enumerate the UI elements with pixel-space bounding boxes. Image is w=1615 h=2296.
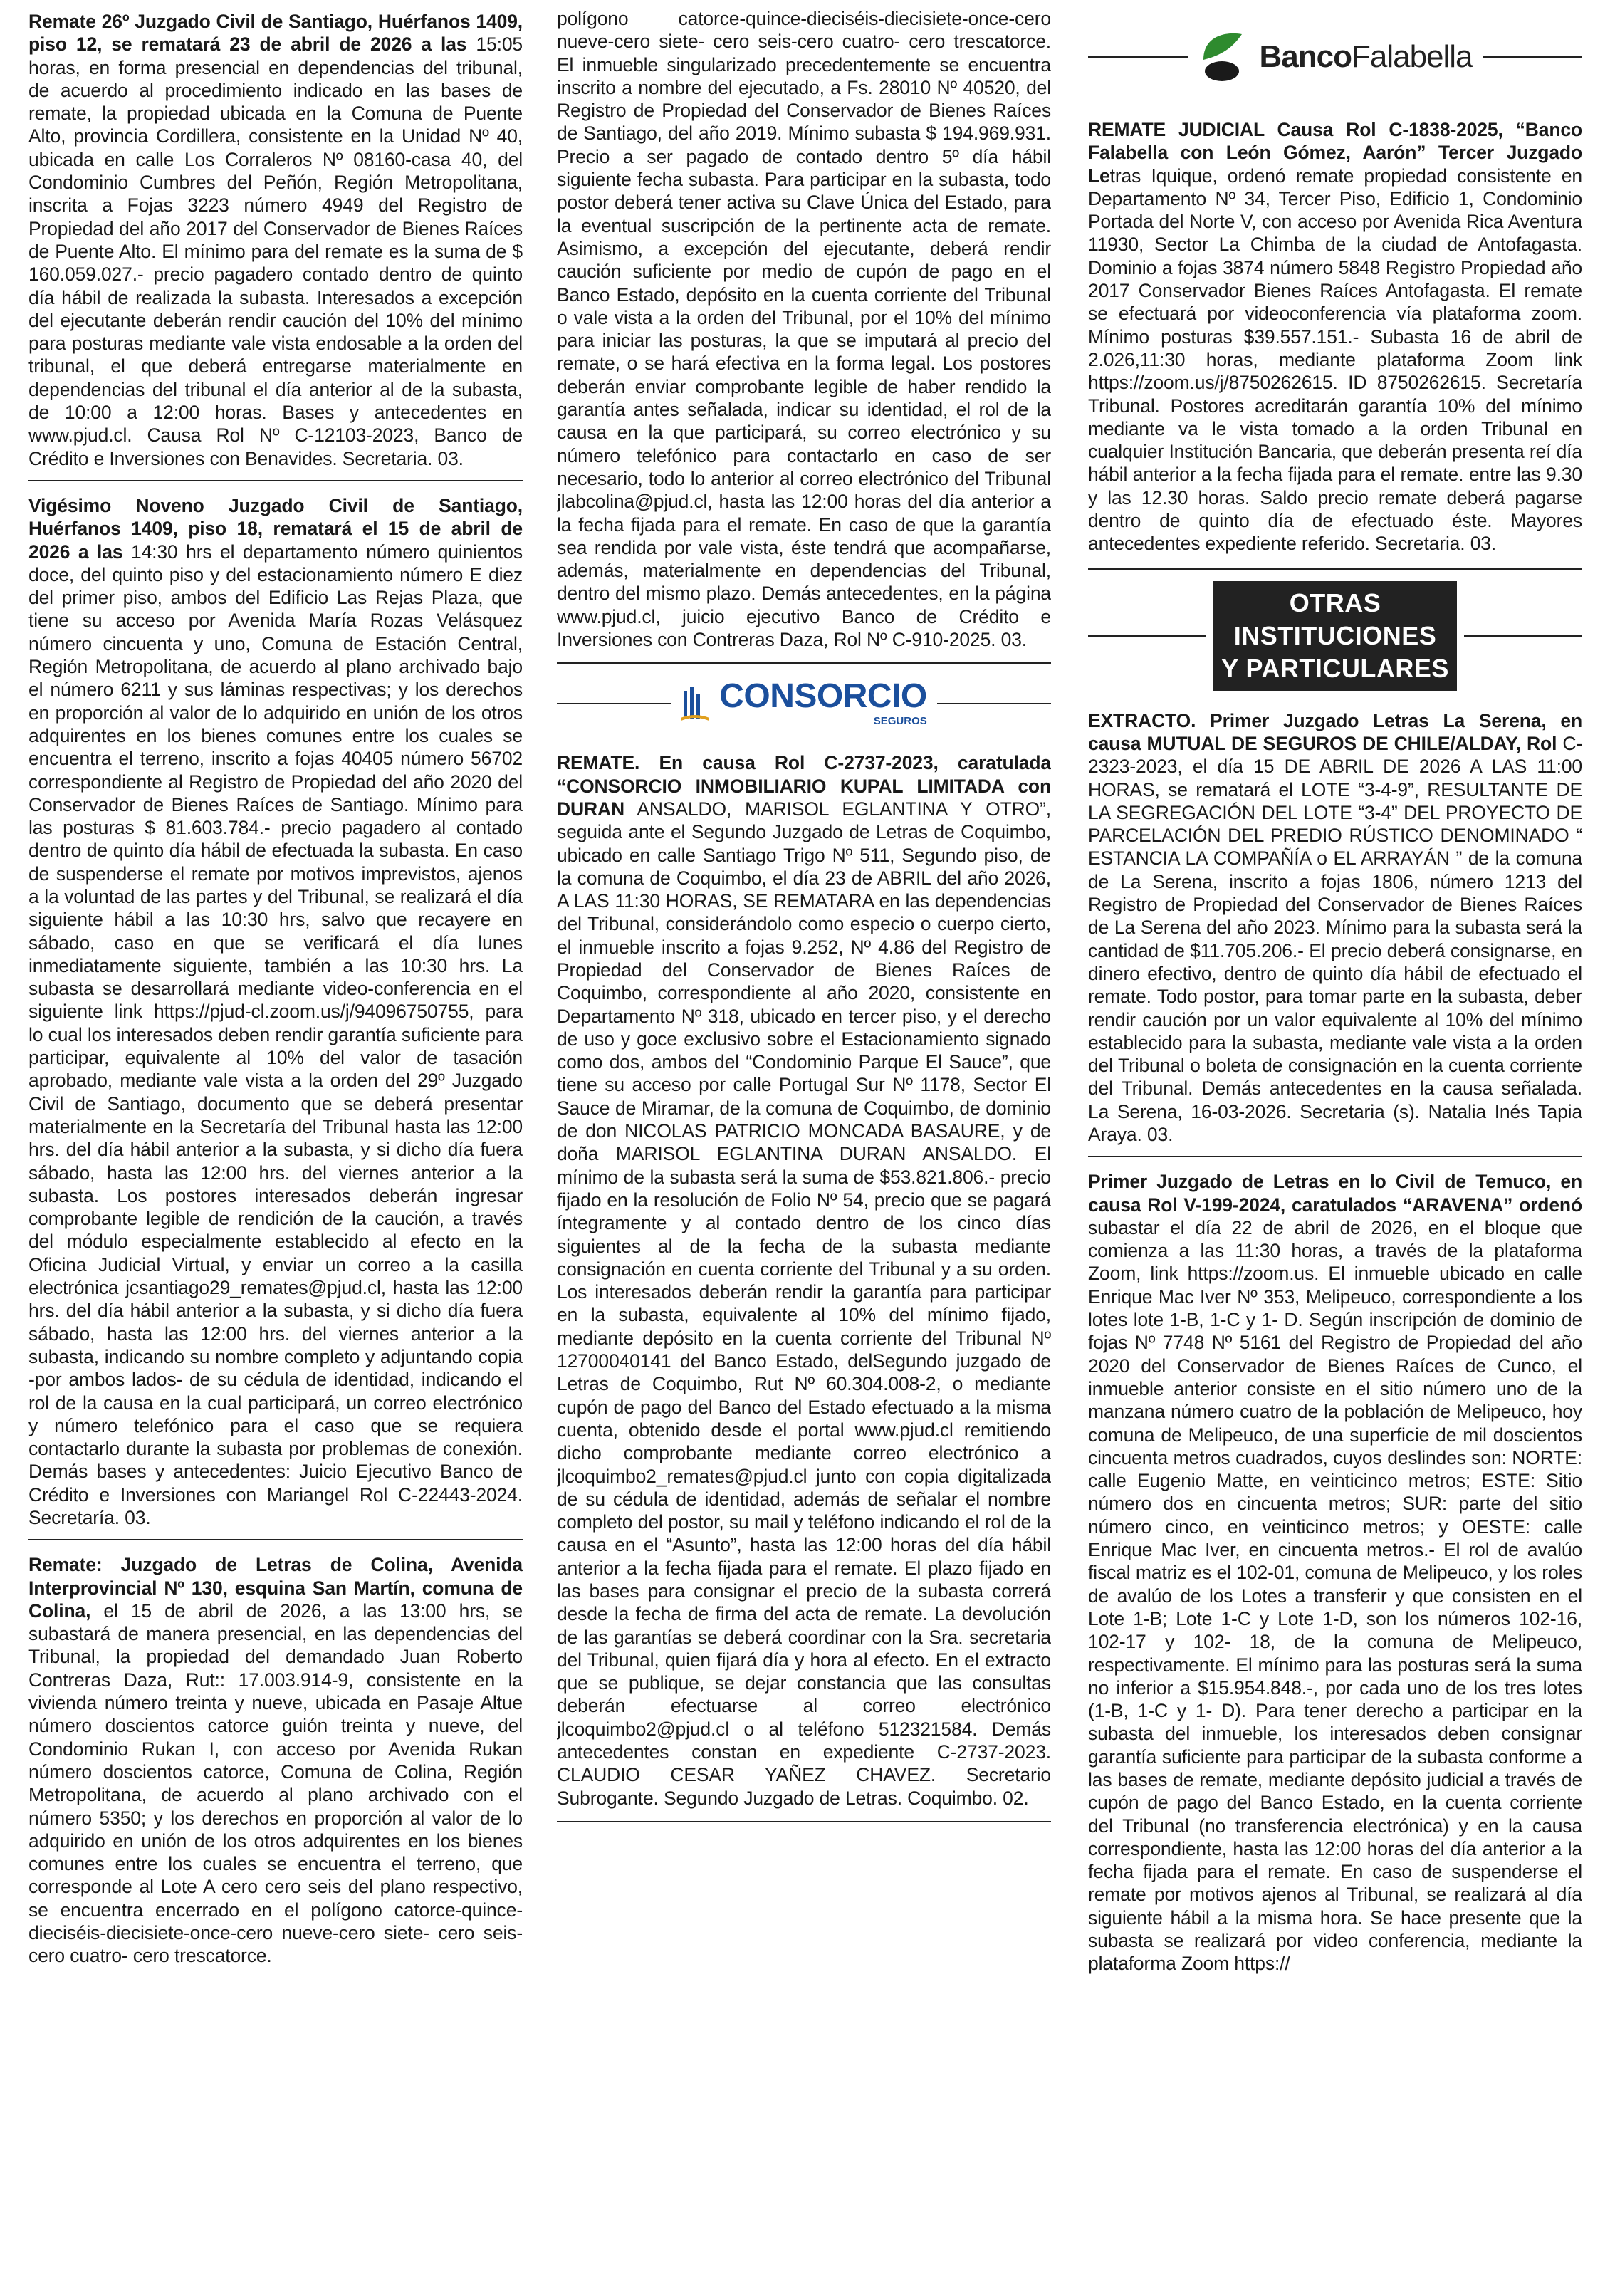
consorcio-sub: SEGUROS: [873, 715, 927, 728]
notice-temuco: [1088, 1170, 1582, 1975]
falabella-word2: Falabella: [1351, 39, 1473, 74]
notice-lead: Vigésimo Noveno Juzgado Civil de Santiago, Huérfanos 1409, piso 18, rematará el 15 de abril de 2026 a las: [28, 494, 523, 563]
notice-lead: Remate: Juzgado de Letras de Colina, Avenida Interprovincial Nº 130, esquina San Martín, comuna de Colina,: [28, 1554, 523, 1622]
column-3: [1088, 0, 1582, 2296]
falabella-word1: Banco: [1259, 39, 1352, 74]
notice-lead: REMATE. En causa Rol C-2737-2023, caratulada “CONSORCIO INMOBILIARIO KUPAL LIMITADA con DURAN: [557, 752, 1051, 820]
notice-body: tras Iquique, ordenó remate propiedad consistente en Departamento Nº 34, Tercer Piso, Edificio 1, Condominio Portada del Norte V, con acceso por Avenida Rica Aventura 11930, Sector La Chimba de la ciudad de Antofagasta. Dominio a fojas 3874 número 5848 Registro Propiedad año 2017 Conservador Bienes Raíces Antofagasta. El remate se efectuará por videoconferencia vía plataforma zoom. Mínimo posturas $39.557.151.- Subasta 16 de abril de 2.026,11:30 horas, mediante plataforma Zoom link https://zoom.us/j/8750262615. ID 8750262615. Secretaría Tribunal. Postores acreditarán garantía 10% del mínimo mediante va le vista tomado a la orden Tribunal en cualquier Institución Bancaria, que deberán presenta reí día hábil anterior a la fecha fijada para el remate. entre las 9.30 y las 12.30 horas. Saldo precio remate deberá pagarse dentro de quinto día de efectuado éste. Mayores antecedentes expediente referido. Secretaria. 03.: [1088, 165, 1582, 555]
consorcio-logo: [719, 679, 927, 727]
notice-juzgado-colina: [28, 1553, 523, 1967]
notice-lead: Primer Juzgado de Letras en lo Civil de Temuco, en causa Rol V-199-2024, caratulados “ARAVENA” ordenó: [1088, 1171, 1582, 1216]
notice-29-juzgado-santiago: [28, 494, 523, 1529]
section-banner-row: [1088, 581, 1582, 691]
notice-body: polígono catorce-quince-dieciséis-diecisiete-once-cero nueve-cero siete- cero seis-cero cuatro- cero trescatorce. El inmueble singularizado precedentemente se encuentra inscrito a nombre del ejecutado, a Fs. 28010 Nº 40520, del Registro de Propiedad del Conservador de Bienes Raíces de Santiago, del año 2019. Mínimo subasta $ 194.969.931. Precio a ser pagado de contado dentro 5º día hábil siguiente fecha subasta. Para participar en la subasta, todo postor deberá tener activa su Clave Única del Estado, para la eventual suscripción de la pertinente acta de remate. Asimismo, a excepción del ejecutante, deberá rendir caución suficiente por medio de cupón de pago en el Banco Estado, depósito en la cuenta corriente del Tribunal o vale vista a la orden del Tribunal, por el 10% del mínimo para iniciar las posturas, la que se imputará al precio del remate, o se hará efectiva en la forma legal. Los postores deberán enviar comprobante legible de haber rendido la garantía antes señalada, indicar su identidad, el rol de la causa en la que participará, su correo electrónico y su número telefónico para contactarlo en caso de ser necesario, todo lo anterior al correo electrónico del Tribunal jlabcolina@pjud.cl, hasta las 12:00 horas del día anterior a la fecha fijada para el remate. En caso de que la garantía sea rendida por vale vista, éste tendrá que acompañarse, además, materialmente en dependencias del Tribunal, dentro del mismo plazo. Demás antecedentes, en la página www.pjud.cl, juicio ejecutivo Banco de Crédito e Inversiones con Contreras Daza, Rol Nº C-910-2025. 03.: [557, 8, 1051, 651]
column-2: [557, 0, 1051, 2296]
separator: [28, 1539, 523, 1540]
logo-rule-left: [557, 703, 671, 704]
logo-rule-left: [1088, 56, 1188, 58]
notice-extracto-la-serena: [1088, 709, 1582, 1147]
banner-line1: OTRAS INSTITUCIONES: [1233, 588, 1437, 650]
notice-lead: EXTRACTO. Primer Juzgado Letras La Serena, en causa MUTUAL DE SEGUROS DE CHILE/ALDAY, Rol: [1088, 709, 1582, 754]
falabella-logo: [1259, 39, 1472, 75]
notice-lead: Remate 26º Juzgado Civil de Santiago, Huérfanos 1409, piso 12, se rematará 23 de abril de 2026 a las: [28, 11, 523, 56]
notice-body: 14:30 hrs el departamento número quinientos doce, del quinto piso y del estacionamiento número E diez del primer piso, ambos del Edificio Las Rejas Plaza, que tiene su acceso por Avenida María Rozas Velásquez número cincuenta y uno, Comuna de Estación Central, Región Metropolitana, de acuerdo al plano archivado bajo el número 6211 y sus láminas respectivas; y los derechos en proporción al valor de lo adquirido en unión de los otros adquirentes en los bienes comunes entre los cuales se encuentra el terreno, inscrito a fojas 40405 número 56702 correspondiente al Registro de Propiedad del año 2020 del Conservador de Bienes Raíces de Santiago. Mínimo para las posturas $ 81.603.784.- precio pagadero al contado dentro de quinto día hábil de efectuada la subasta. En caso de suspenderse el remate por motivos imprevistos, ajenos a la voluntad de las partes y del Tribunal, se realizará el día siguiente hábil a las 10:30 hrs, salvo que recayere en sábado, caso en que se verificará el día lunes inmediatamente siguiente, también a las 10:30 hrs. La subasta se desarrollará mediante video-conferencia en el siguiente link https://pjud-cl.zoom.us/j/94096750755, para lo cual los interesados deben rendir garantía suficiente para participar, equivalente al 10% del valor de tasación aprobado, mediante vale vista a la orden del 29º Juzgado Civil de Santiago, documento que se deberá presentar materialmente en la Secretaría del Tribunal hasta las 12:00 hrs. del día hábil anterior a la subasta, y si dicho día fuera sábado, hasta las 12:00 hrs. del viernes anterior a la subasta. Los postores interesados deberán ingresar comprobante legible de rendición de la caución, a través del módulo especialmente establecido al efecto en la Oficina Judicial Virtual, y enviar un correo a la casilla electrónica jcsantiago29_remates@pjud.cl, hasta las 12:00 hrs. del día hábil anterior a la subasta, y si dicho día fuera sábado, hasta las 12:00 hrs. del viernes anterior a la subasta, indicando su nombre completo y adjuntando copia -por ambos lados- de su cédula de identidad, indicando el rol de la causa en la cual participará, un correo electrónico y número telefónico para el caso que se requiera contactarlo durante la subasta por problemas de conexión. Demás bases y antecedentes: Juicio Ejecutivo Banco de Crédito e Inversiones con Mariangel Rol C-22443-2024. Secretaría. 03.: [28, 541, 523, 1528]
logo-rule-right: [937, 703, 1051, 704]
notice-body: el 15 de abril de 2026, a las 13:00 hrs, se subastará de manera presencial, en las dependencias del Tribunal, la propiedad del demandado Juan Roberto Contreras Daza, Rut:: 17.003.914-9, consistente en la vivienda número treinta y nueve, ubicada en Pasaje Altue número doscientos catorce guión treinta y nueve, del Condominio Rukan I, con acceso por Avenida Rukan número doscientos catorce, Comuna de Colina, Región Metropolitana, de acuerdo al plano archivado con el número 5350; y los derechos en proporción al valor de lo adquirido en unión de los otros adquirentes en los bienes comunes entre los cuales se encuentra el terreno, que corresponde al Lote A cero cero seis del plano respectivo, se encuentra encerrado en el polígono catorce-quince-dieciséis-diecisiete-once-cero nueve-cero siete- cero seis-cero cuatro- cero trescatorce.: [28, 1600, 523, 1967]
separator: [557, 1821, 1051, 1822]
notice-26-juzgado-santiago: [28, 10, 523, 470]
notice-body: C-2323-2023, el día 15 DE ABRIL DE 2026 A LAS 11:00 HORAS, se rematará el LOTE “3-4-9”, RESULTANTE DE LA SEGREGACIÓN DEL LOTE “3-4” DEL PROYECTO DE PARCELACIÓN DEL PREDIO RÚSTICO DENOMINADO “ ESTANCIA LA COMPAÑÍA o EL ARRAYÁN ” de la comuna de La Serena, inscrito a fojas 1806, número 1213 del Registro de Propiedad del Conservador de Bienes Raíces de La Serena del año 2023. Mínimo para la subasta será la cantidad de $11.705.206.- El precio deberá consignarse, en dinero efectivo, dentro de quinto día hábil de efectuado el remate. Todo postor, para tomar parte en la subasta, deber rendir caución por un valor equivalente al 10% del mínimo establecido para la subasta, mediante vale vista a la orden del Tribunal o boleta de consignación en la cuenta corriente del Tribunal. Demás antecedentes en la causa señalada. La Serena, 16-03-2026. Secretaria (s). Natalia Inés Tapia Araya. 03.: [1088, 732, 1582, 1145]
separator: [557, 662, 1051, 664]
notice-consorcio-coquimbo: [557, 751, 1051, 1810]
falabella-logo-row: [1088, 28, 1582, 85]
separator: [1088, 1156, 1582, 1157]
notice-body: ANSALDO, MARISOL EGLANTINA Y OTRO”, seguida ante el Segundo Juzgado de Letras de Coquimbo, ubicado en calle Santiago Trigo Nº 511, Segundo piso, de la comuna de Coquimbo, el día 23 de ABRIL del año 2026, A LAS 11:30 HORAS, SE REMATARA en las dependencias del Tribunal, considerándolo como especio o cuerpo cierto, el inmueble inscrito a fojas 9.252, Nº 4.86 del Registro de Propiedad del Conservador de Bienes Raíces de Coquimbo, correspondiente al año 2020, consistente en Departamento Nº 318, ubicado en tercer piso, y el derecho de uso y goce exclusivo sobre el Estacionamiento signado como dos, ambos del “Condominio Parque El Sauce”, que tiene su acceso por calle Portugal Sur Nº 1178, Sector El Sauce de Miramar, de la comuna de Coquimbo, de dominio de don NICOLAS PATRICIO MONCADA BASAURE, y de doña MARISOL EGLANTINA DURAN ANSALDO. El mínimo de la subasta será la suma de $53.821.806.- precio fijado en la resolución de Folio Nº 54, precio que se pagará íntegramente y al contado dentro de los cinco días siguientes al de la fecha de la subasta mediante consignación en cuenta corriente del Tribunal y a su orden. Los interesados deberán rendir la garantía para participar en la subasta, equivalente al 10% del mínimo fijado, mediante depósito en la cuenta corriente del Tribunal Nº 12700040141 del Banco Estado, delSegundo juzgado de Letras de Coquimbo, Rut Nº 60.304.008-2, o mediante cupón de pago del Banco del Estado efectuado a la misma cuenta, obtenido desde el portal www.pjud.cl remitiendo dicho comprobante mediante correo electrónico a jlcoquimbo2_remates@pjud.cl junto con copia digitalizada de su cédula de identidad, además de señalar el nombre completo del postor, su mail y teléfono indicando el rol de la causa en el “Asunto”, hasta las 12:00 horas del día hábil anterior a la fecha fijada para el remate. El plazo fijado en las bases para consignar el precio de la subasta correrá desde la fecha de firma del acta de remate. La devolución de las garantías se deberá coordinar con la Sra. secretaria del Tribunal, quien fijará día y hora al efecto. En el extracto que se publique, se dejar constancia que las consultas deberán efectuarse al correo electrónico jlcoquimbo2@pjud.cl o al teléfono 512321584. Demás antecedentes constan en expediente C-2737-2023. CLAUDIO CESAR YAÑEZ CHAVEZ. Secretario Subrogante. Segundo Juzgado de Letras. Coquimbo. 02.: [557, 798, 1051, 1809]
banner-line2: Y PARTICULARES: [1221, 653, 1449, 683]
column-1: [28, 0, 523, 2296]
falabella-icon: [1198, 28, 1249, 85]
notice-banco-falabella: [1088, 118, 1582, 555]
notice-juzgado-colina-continued: [557, 7, 1051, 651]
consorcio-icon: [681, 684, 709, 724]
section-banner: [1213, 581, 1457, 691]
notice-body: subastar el día 22 de abril de 2026, en el bloque que comienza a las 11:30 horas, a través de la plataforma Zoom, link https://zoom.us. El inmueble ubicado en calle Enrique Mac Iver Nº 353, Melipeuco, correspondiente a los lotes lote 1-B, 1-C y 1- D. Según inscripción de dominio de fojas Nº 7748 Nº 5161 del Registro de Propiedad del año 2020 del Conservador de Bienes Raíces de Cunco, el inmueble anterior consiste en el sitio número uno de la manzana número cuatro de la población de Melipeuco, hoy comuna de Melipeuco, de una superficie de mil doscientos cincuenta metros cuadrados, cuyos deslindes son: NORTE: calle Eugenio Matte, en veinticinco metros; ESTE: Sitio número dos en cincuenta metros; SUR: parte del sitio número cinco, en veinticinco metros; y OESTE: calle Enrique Mac Iver, en cincuenta metros.- El rol de avalúo fiscal matriz es el 102-01, comuna de Melipeuco, y los roles de avalúo de los Lotes a transferir y que consisten en el Lote 1-B; Lote 1-C y Lote 1-D, son los números 102-16, 102-17 y 102- 18, de la comuna de Melipeuco, respectivamente. El mínimo para las posturas será la suma no inferior a $15.954.848.-, por cada uno de los tres lotes (1-B, 1-C y 1- D). Para tener derecho a participar en la subasta del inmueble, los interesados deben consignar garantía suficiente para participar de la subasta conforme a las bases de remate, mediante depósito judicial a través de cupón de pago del Banco Estado, en la cuenta corriente del Tribunal (no transferencia electrónica) y en la causa correspondiente, hasta las 12:00 horas del día anterior a la fecha fijada para el remate. En caso de suspenderse el remate por motivos ajenos al Tribunal, se realizará al día siguiente hábil a la misma hora. Se hace presente que la subasta se realizará por video conferencia, mediante la plataforma Zoom https://: [1088, 1216, 1582, 1975]
consorcio-name: CONSORCIO: [719, 677, 927, 716]
notice-lead: REMATE JUDICIAL Causa Rol C-1838-2025, “Banco Falabella con León Gómez, Aarón” Tercer Juzgado Le: [1088, 119, 1582, 187]
separator: [28, 480, 523, 481]
notice-body: 15:05 horas, en forma presencial en dependencias del tribunal, de acuerdo al procedimiento indicado en las bases de remate, la propiedad ubicada en la Comuna de Puente Alto, provincia Cordillera, consistente en la Unidad Nº 40, ubicada en calle Los Corraleros Nº 08160-casa 40, del Condominio Cumbres del Peñón, Región Metropolitana, inscrita a Fojas 3223 número 4949 del Registro de Propiedad del año 2017 del Conservador de Bienes Raíces de Puente Alto. El mínimo para del remate es la suma de $ 160.059.027.- precio pagadero contado dentro de quinto día hábil de realizada la subasta. Interesados a excepción del ejecutante deberán rendir caución del 10% del mínimo para posturas mediante vale vista endosable a la orden del tribunal, el que deberá entregarse materialmente en dependencias del tribunal el día anterior al de la subasta, de 10:00 a 12:00 horas. Bases y antecedentes en www.pjud.cl. Causa Rol Nº C-12103-2023, Banco de Crédito e Inversiones con Benavides. Secretaria. 03.: [28, 33, 523, 469]
banner-rule-left: [1088, 635, 1206, 637]
logo-rule-right: [1483, 56, 1582, 58]
banner-rule-right: [1464, 635, 1582, 637]
consorcio-logo-row: [557, 679, 1051, 727]
separator: [1088, 568, 1582, 570]
